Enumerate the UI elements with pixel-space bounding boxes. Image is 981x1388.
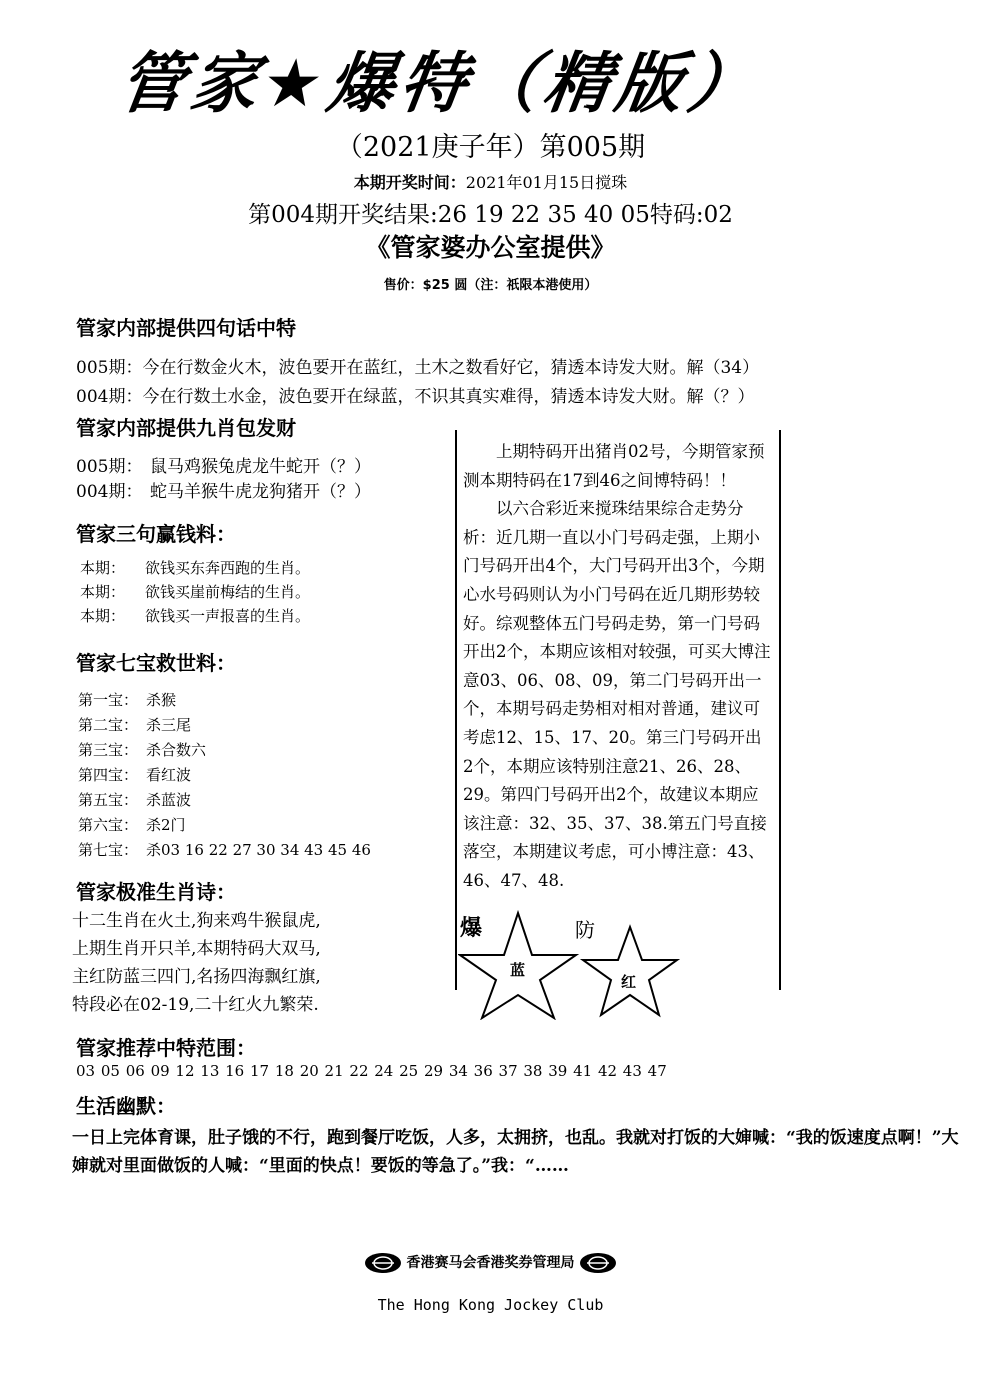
previous-result: 第004期开奖结果:26 19 22 35 40 05特码:02 bbox=[248, 202, 733, 228]
nine-zodiac-text: 蛇马羊猴牛虎龙狗猪开（？） bbox=[150, 482, 371, 502]
three-lines-text: 欲钱买崖前梅结的生肖。 bbox=[145, 583, 311, 601]
humor-heading: 生活幽默： bbox=[76, 1094, 176, 1118]
poem-line: 十二生肖在火土,狗来鸡牛猴鼠虎, bbox=[72, 911, 321, 931]
issue-number: （2021庚子年）第005期 bbox=[335, 132, 646, 163]
nine-zodiac-issue: 004期： bbox=[76, 482, 143, 502]
nine-zodiac-heading: 管家内部提供九肖包发财 bbox=[76, 416, 296, 440]
humor-text: 一日上完体育课，肚子饿的不行，跑到餐厅吃饭，人多，太拥挤，也乱。我就对打饭的大婶喊：“我的饭速度点啊！”大婶就对里面做饭的人喊：“里面的快点！要饭的等急了。”我：“…… bbox=[72, 1128, 959, 1176]
treasure-text: 看红波 bbox=[146, 766, 192, 784]
four-lines-row: 005期：今在行数金火木，波色要开在蓝红，土木之数看好它，猜透本诗发大财。解（34） bbox=[76, 358, 760, 378]
treasure-label: 第二宝： bbox=[78, 716, 139, 734]
star-outline-icon bbox=[583, 927, 677, 1015]
four-lines-heading: 管家内部提供四句话中特 bbox=[76, 316, 296, 340]
poem-line: 特段必在02-19,二十红火九繁荣. bbox=[72, 995, 319, 1015]
three-lines-heading: 管家三句赢钱料： bbox=[76, 522, 236, 546]
footer-org-en: The Hong Kong Jockey Club bbox=[377, 1296, 604, 1314]
treasure-label: 第六宝： bbox=[78, 816, 139, 834]
nine-zodiac-issue: 005期： bbox=[76, 457, 143, 477]
range-heading: 管家推荐中特范围： bbox=[76, 1036, 256, 1060]
draw-time-label: 本期开奖时间： bbox=[353, 173, 466, 192]
poem-line: 主红防蓝三四门,名扬四海飘红旗, bbox=[72, 967, 321, 987]
draw-time bbox=[0, 170, 981, 193]
star-center: 蓝 bbox=[510, 961, 526, 979]
poem-line: 上期生肖开只羊,本期特码大双马, bbox=[72, 939, 321, 959]
three-lines-text: 欲钱买一声报喜的生肖。 bbox=[145, 607, 311, 625]
treasure-text: 杀合数六 bbox=[146, 741, 207, 759]
star-label: 爆 bbox=[460, 915, 483, 941]
treasure-text: 杀03 16 22 27 30 34 43 45 46 bbox=[146, 841, 371, 859]
analysis-paragraph: 上期特码开出猪肖02号，今期管家预测本期特码在17到46之间博特码！！ bbox=[463, 442, 765, 490]
footer-org-cn: 香港赛马会香港奖券管理局 bbox=[406, 1255, 575, 1271]
range-numbers: 03 05 06 09 12 13 16 17 18 20 21 22 24 25 29 34 36 37 38 39 41 42 43 47 bbox=[76, 1062, 667, 1080]
treasure-label: 第七宝： bbox=[78, 841, 139, 859]
nine-zodiac-text: 鼠马鸡猴兔虎龙牛蛇开（？） bbox=[150, 457, 371, 477]
three-lines-label: 本期： bbox=[80, 559, 126, 577]
treasure-text: 杀猴 bbox=[146, 691, 177, 709]
seven-treasures-heading: 管家七宝救世料： bbox=[76, 651, 236, 675]
three-lines-text: 欲钱买东奔西跑的生肖。 bbox=[145, 559, 311, 577]
star-label: 防 bbox=[575, 918, 595, 942]
price-note: 售价：$25 圆（注：祇限本港使用） bbox=[383, 278, 598, 293]
provider: 《管家婆办公室提供》 bbox=[365, 233, 616, 262]
draw-time-value: 2021年01月15日搅珠 bbox=[465, 173, 628, 192]
treasure-label: 第四宝： bbox=[78, 766, 139, 784]
treasure-label: 第一宝： bbox=[78, 691, 139, 709]
jockey-club-logo-icon bbox=[364, 1252, 402, 1274]
three-lines-label: 本期： bbox=[80, 583, 126, 601]
stars-graphic bbox=[458, 905, 778, 1020]
treasure-label: 第三宝： bbox=[78, 741, 139, 759]
treasure-text: 杀三尾 bbox=[146, 716, 192, 734]
page-title: 管家★爆特（精版） bbox=[113, 45, 766, 122]
treasure-label: 第五宝： bbox=[78, 791, 139, 809]
analysis-paragraph: 以六合彩近来搅珠结果综合走势分析：近几期一直以小门号码走强，上期小门号码开出4个，大门号码开出3个，今期心水号码则认为小门号码在近几期形势较好。综观整体五门号码走势，第一门号码开出2个，本期应该相对较强，可买大博注意03、06、08、09，第二门号码开出一个，本期号码走势相对相对普通，建议可考虑12、15、17、20。第三门号码开出2个，本期应该特别注意21、26、28、29。第四门号码开出2个，故建议本期应该注意：32、35、37、38.第五门号直接落空，本期建议考虑，可小博注意：43、46、47、48. bbox=[463, 499, 771, 890]
treasure-text: 杀蓝波 bbox=[146, 791, 192, 809]
footer-org bbox=[0, 1252, 981, 1274]
three-lines-label: 本期： bbox=[80, 607, 126, 625]
four-lines-row: 004期：今在行数土水金，波色要开在绿蓝，不识其真实难得，猜透本诗发大财。解（？） bbox=[76, 387, 755, 407]
analysis-text bbox=[463, 438, 771, 896]
jockey-club-logo-icon bbox=[579, 1252, 617, 1274]
star-center: 红 bbox=[621, 973, 637, 991]
treasure-text: 杀2门 bbox=[146, 816, 186, 834]
poem-heading: 管家极准生肖诗： bbox=[76, 880, 236, 904]
